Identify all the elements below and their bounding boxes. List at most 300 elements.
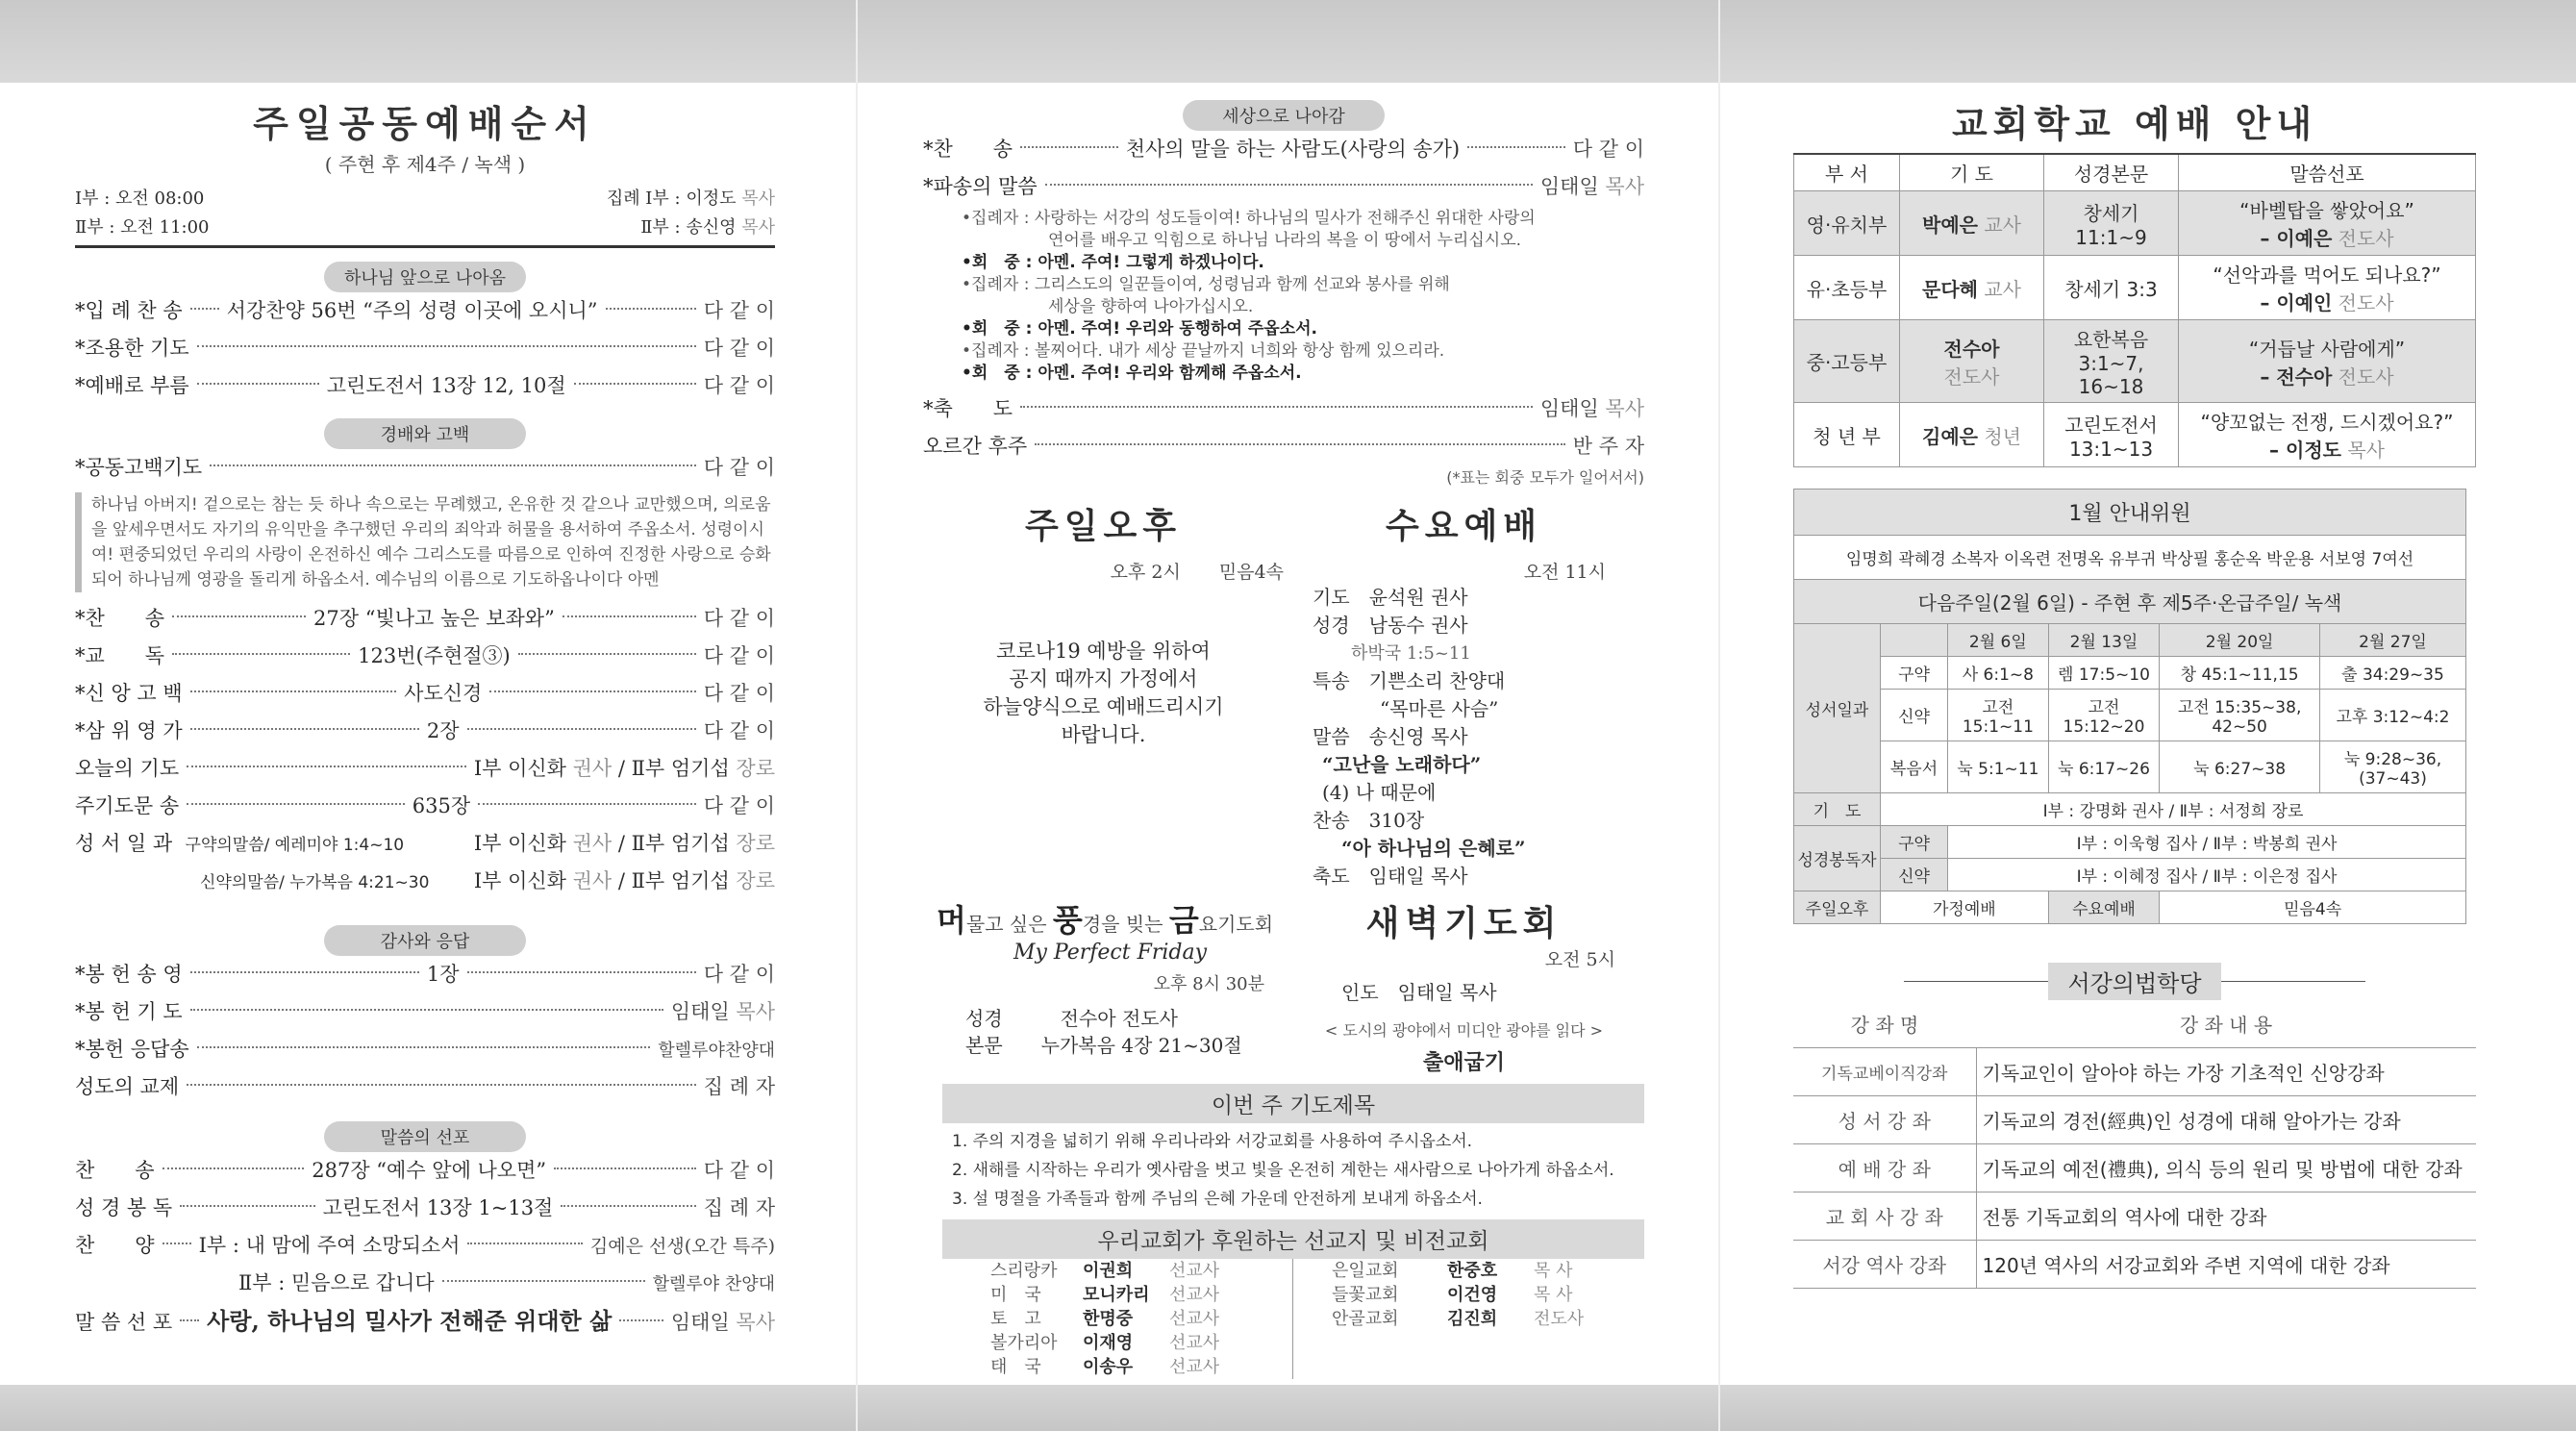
table-row	[1793, 1241, 2476, 1289]
order-item	[923, 428, 1644, 465]
leader-dots	[1045, 184, 1533, 186]
dawn-book: 출애굽기	[1422, 1050, 1505, 1075]
preacher-title: 전도사	[2338, 291, 2394, 314]
guide-names: 임명희 곽혜경 소복자 이옥련 전명옥 유부귀 박상필 홍순옥 박운용 서보영 7여선	[1794, 536, 2466, 580]
leader-dots	[518, 653, 696, 655]
leader-dots	[190, 971, 419, 973]
item-leader: 임태일	[1539, 397, 1599, 420]
friday-title-part: 물고 싶은	[965, 913, 1047, 936]
leader-dots	[489, 690, 695, 692]
order-item	[923, 168, 1644, 206]
service-2-time: Ⅱ부 : 오전 11:00	[75, 217, 210, 238]
church-name: 은일교회	[1332, 1261, 1399, 1281]
reading-cell: 눅 6:27~38	[2160, 741, 2320, 793]
item-leader: 다 같 이	[703, 682, 776, 705]
item-content: 서강찬양 56번 “주의 성령 이곳에 오시니”	[226, 299, 598, 322]
next-sunday-info: 다음주일(2월 6일) - 주현 후 제5주·온급주일/ 녹색	[1794, 580, 2466, 624]
item-title: 목사	[736, 1000, 775, 1023]
item-leader: 다 같 이	[703, 456, 775, 479]
sunday-pm-title: 주일오후	[1024, 506, 1183, 546]
program-line: 기도 윤석원 권사	[1313, 586, 1468, 609]
column-header: 기 도	[1900, 154, 2044, 191]
wednesday-program	[1284, 584, 1644, 891]
item-label: *예배로 부름	[75, 374, 189, 397]
item-label: 찬 양	[75, 1234, 155, 1257]
item-content: Ⅰ부 : 내 맘에 주여 소망되소서	[198, 1234, 461, 1257]
order-item	[75, 1068, 775, 1106]
reading-cell: 눅 9:28~36, (37~43)	[2319, 741, 2465, 793]
liturgy-line: 세상을 향하여 나아가십시오.	[1048, 297, 1254, 316]
reader-assignment: Ⅰ부 : 이혜정 집사 / Ⅱ부 : 이은정 집사	[1948, 859, 2466, 891]
item-content: 1장	[426, 963, 460, 986]
item-label: 찬 송	[75, 1159, 155, 1182]
mission-name: 이권희	[1083, 1261, 1134, 1281]
dawn-note: < 도시의 광야에서 미디안 광야를 읽다 >	[1324, 1021, 1604, 1040]
leader-dots	[163, 1243, 191, 1244]
preacher-title: 전도사	[2338, 364, 2394, 389]
item-content: / Ⅱ부 엄기섭	[617, 757, 730, 780]
program-line: 특송 기쁜소리 찬양대	[1313, 669, 1506, 692]
order-item	[75, 1227, 775, 1265]
item-content: 고린도전서 13장 12, 10절	[326, 374, 566, 397]
order-item	[75, 330, 775, 367]
item-content: Ⅰ부 이신화	[473, 757, 566, 780]
item-label: *신 앙 고 백	[75, 682, 183, 705]
column-header: 말씀선포	[2179, 154, 2476, 191]
table-row	[1794, 256, 2476, 320]
course-desc: 120년 역사의 서강교회와 주변 지역에 대한 강좌	[1976, 1241, 2476, 1289]
item-label: *입 례 찬 송	[75, 299, 183, 322]
missions-list	[942, 1259, 1644, 1379]
top-decor-band	[0, 0, 2576, 83]
order-item	[75, 638, 775, 675]
message-line: 공지 때까지 가정에서	[1009, 667, 1198, 690]
leader-name: 문다혜	[1922, 277, 1978, 301]
section-pill: 하나님 앞으로 나아옴	[324, 262, 526, 292]
mission-country: 태 국	[990, 1357, 1041, 1377]
order-item	[75, 863, 775, 900]
program-line: 찬송 310장	[1313, 809, 1425, 832]
liturgy-line: •집례자 : 사랑하는 서강의 성도들이여! 하나님의 밀사가 전해주신 위대한 사랑의	[962, 209, 1536, 228]
item-label: 오르간 후주	[923, 435, 1028, 458]
leader-dots	[442, 1280, 645, 1282]
item-label: 오늘의 기도	[75, 757, 180, 780]
mission-country: 볼가리아	[990, 1333, 1058, 1353]
item-content: 287장 “예수 앞에 나오면”	[312, 1159, 547, 1182]
leader-dots	[574, 383, 696, 385]
sunday-pm-message	[923, 638, 1284, 749]
prayer-topics-header: 이번 주 기도제목	[942, 1084, 1644, 1123]
item-leader: 할렐루야찬양대	[658, 1041, 775, 1061]
order-item	[75, 713, 775, 750]
church-school-table	[1793, 153, 2476, 467]
section-pill: 감사와 응답	[324, 925, 526, 956]
academy-header	[1793, 963, 2476, 1000]
leader-dots	[180, 1205, 314, 1207]
reading-cell: 고후 3:12~4:2	[2319, 690, 2465, 741]
liturgy-line: •회 중 : 아멘. 주여! 우리와 함께해 주옵소서.	[962, 364, 1302, 383]
testament-label: 구약	[1881, 826, 1948, 859]
dawn-title: 새벽기도회	[1365, 903, 1563, 943]
item-leader: 집 례 자	[703, 1075, 775, 1098]
item-title: 장로	[736, 869, 775, 892]
item-leader: 집 례 자	[703, 1196, 775, 1219]
scripture-cell: 요한복음 3:1~7, 16~18	[2044, 320, 2179, 403]
course-desc: 기독교의 예전(禮典), 의식 등의 원리 및 방법에 대한 강좌	[1976, 1144, 2476, 1192]
friday-title-part: 경을 빚는	[1082, 913, 1163, 936]
date-header: 2월 6일	[1948, 624, 2049, 657]
leader-dots	[1467, 146, 1565, 148]
item-leader: 다 같 이	[703, 644, 776, 667]
table-row	[1793, 1144, 2476, 1192]
pastor-name: 김진희	[1447, 1309, 1498, 1329]
worship-order-column	[75, 83, 775, 1385]
leader-title: 교사	[1984, 277, 2021, 301]
order-item	[75, 675, 775, 713]
leader-dots	[172, 615, 306, 617]
course-desc: 기독교인이 알아야 하는 가장 기초적인 신앙강좌	[1976, 1048, 2476, 1096]
testament-label: 신약	[1881, 859, 1948, 891]
item-leader: 할렐루야 찬양대	[652, 1274, 775, 1294]
service-times	[75, 185, 775, 242]
dept-cell: 청 년 부	[1794, 403, 1900, 467]
mission-title: 선교사	[1169, 1285, 1220, 1305]
guide-title: 1월 안내위원	[1794, 490, 2466, 536]
confession-prayer-text: 하나님 아버지! 겉으로는 참는 듯 하나 속으로는 무례했고, 온유한 것 같으나 교만했으며, 의로움을 앞세우면서도 자기의 유익만을 추구했던 우리의 죄악과 허물을 용서하여 주옵소서. 성령이시여! 편중되었던 우리의 사랑이 온전하신 예수 그리스도를 따름으로 인하여 진정한 사랑으로 승화되어 하나님께 영광을 돌리게 하옵소서. 예수님의 이름으로 기도하옵나이다 아멘	[75, 492, 775, 592]
leader-dots	[187, 1084, 696, 1086]
order-item	[75, 750, 775, 788]
order-item	[75, 956, 775, 993]
item-content: / Ⅱ부 엄기섭	[617, 832, 730, 855]
item-label: *봉 헌 기 도	[75, 1000, 183, 1023]
item-label: *교 독	[75, 644, 165, 667]
officiant-1-title: 목사	[741, 188, 775, 209]
friday-scripture-reader: 성경 전수아 전도사	[965, 1007, 1178, 1030]
program-line: 성경 남동수 권사	[1313, 614, 1468, 637]
home-worship: 가정예배	[1881, 891, 2049, 924]
date-header: 2월 20일	[2160, 624, 2320, 657]
leader-title: 청년	[1984, 424, 2021, 448]
item-leader: 임태일	[670, 1311, 730, 1334]
column-header: 강 좌 명	[1793, 1000, 1976, 1048]
friday-title-part: 요기도회	[1198, 913, 1274, 936]
leader-dots	[467, 728, 696, 730]
prayer-assignments: Ⅰ부 : 강명화 권사 / Ⅱ부 : 서정희 장로	[1881, 793, 2466, 826]
dept-cell: 유·초등부	[1794, 256, 1900, 320]
preacher-title: 전도사	[2338, 227, 2394, 250]
item-passage: 신약의말씀/ 누가복음 4:21~30	[200, 873, 430, 892]
order-item	[75, 1031, 775, 1068]
leader-dots	[197, 1046, 651, 1048]
table-row	[1794, 403, 2476, 467]
fold-line	[1718, 0, 1720, 1431]
bottom-decor-band	[0, 1385, 2576, 1431]
leader-dots	[172, 653, 350, 655]
missionaries-list	[942, 1259, 1293, 1379]
order-item	[923, 390, 1644, 428]
standing-note: (*표는 회중 모두가 일어서서)	[1446, 468, 1644, 487]
item-title: 장로	[736, 832, 775, 855]
leader-dots	[561, 1205, 695, 1207]
item-leader: 다 같 이	[703, 794, 776, 817]
reading-cell: 고전 15:35~38, 42~50	[2160, 690, 2320, 741]
item-title: 목사	[1605, 175, 1644, 198]
order-item	[75, 1302, 775, 1340]
church-school-title: 교회학교 예배 안내	[1951, 102, 2318, 145]
church-name: 들꽃교회	[1332, 1285, 1399, 1305]
item-label: *조용한 기도	[75, 337, 189, 360]
liturgy-line: •회 중 : 아멘. 주여! 그렇게 하겠나이다.	[962, 253, 1264, 272]
leader-dots	[197, 345, 696, 347]
reading-cell: 고전 15:1~11	[1948, 690, 2049, 741]
order-item	[75, 788, 775, 825]
item-label: *축 도	[923, 397, 1013, 420]
sermon-title-cell: “거듭날 사람에게”	[2248, 337, 2406, 361]
pastor-name: 이건영	[1447, 1285, 1498, 1305]
dept-cell: 영·유치부	[1794, 191, 1900, 256]
testament-label: 구약	[1881, 657, 1948, 690]
item-content: / Ⅱ부 엄기섭	[617, 869, 730, 892]
course-desc: 전통 기독교회의 역사에 대한 강좌	[1976, 1192, 2476, 1241]
order-item	[75, 367, 775, 405]
item-title: 권사	[572, 869, 613, 892]
date-header: 2월 13일	[2048, 624, 2160, 657]
program-line: “목마른 사슴”	[1380, 697, 1499, 720]
leader-name: 김예은	[1922, 424, 1978, 448]
item-title: 권사	[572, 757, 613, 780]
page-subtitle: ( 주현 후 제4주 / 녹색 )	[324, 153, 526, 176]
leader-dots	[190, 1009, 663, 1011]
reading-cell: 출 34:29~35	[2319, 657, 2465, 690]
page-title: 주일공동예배순서	[253, 102, 597, 145]
item-leader: 다 같 이	[703, 374, 776, 397]
vision-churches-list	[1293, 1259, 1644, 1379]
preacher-name: – 이예은	[2260, 227, 2333, 250]
academy-table	[1793, 1000, 2476, 1289]
leader-dots	[606, 308, 696, 310]
reader-label: 성경봉독자	[1794, 826, 1881, 891]
item-passage: 구약의말씀/ 예레미야 1:4~10	[185, 836, 405, 855]
mission-title: 선교사	[1169, 1333, 1220, 1353]
order-item	[75, 1152, 775, 1190]
friday-title-char: 풍	[1052, 902, 1083, 939]
leader-dots	[478, 803, 696, 805]
sermon-title-cell: “바벨탑을 쌓았어요”	[2239, 199, 2414, 222]
prayer-label: 기 도	[1794, 793, 1881, 826]
item-title: 목사	[1605, 397, 1644, 420]
friday-scripture-text: 본문 누가복음 4장 21~30절	[965, 1034, 1242, 1057]
mission-name: 이송우	[1083, 1357, 1134, 1377]
table-row	[1794, 690, 2466, 741]
item-leader: 다 같 이	[703, 719, 776, 742]
item-content: Ⅱ부 : 믿음으로 갑니다	[238, 1271, 435, 1294]
item-leader: 반 주 자	[1572, 435, 1644, 458]
item-label: *찬 송	[923, 138, 1013, 161]
item-leader: 다 같 이	[1572, 138, 1644, 161]
item-label: 성 서 일 과	[75, 832, 173, 855]
item-title: 장로	[736, 757, 775, 780]
item-leader: 다 같 이	[703, 607, 775, 630]
pastor-title: 목 사	[1534, 1285, 1573, 1305]
scripture-cell: 창세기 3:3	[2044, 256, 2179, 320]
leader-dots	[1020, 406, 1533, 408]
pastor-title: 목 사	[1534, 1261, 1573, 1281]
preacher-name: – 이예인	[2260, 291, 2333, 314]
reading-cell: 렘 17:5~10	[2048, 657, 2160, 690]
sending-liturgy	[923, 208, 1644, 385]
preacher-name: – 이정도	[2269, 439, 2341, 462]
table-row	[1793, 1048, 2476, 1096]
sunday-afternoon-block	[923, 499, 1284, 891]
officiant-2-title: 목사	[741, 217, 775, 238]
mission-country: 미 국	[990, 1285, 1041, 1305]
friday-subtitle: My Perfect Friday	[1013, 941, 1208, 965]
reading-cell: 고전 15:12~20	[2048, 690, 2160, 741]
program-line: “고난을 노래하다”	[1322, 753, 1482, 776]
item-content: Ⅰ부 이신화	[473, 869, 566, 892]
table-row	[1794, 741, 2466, 793]
item-label: *공동고백기도	[75, 456, 203, 479]
prayer-topic: 2. 새해를 시작하는 우리가 옛사람을 벗고 빛을 온전히 계한는 새사람으로 나아가게 하옵소서.	[952, 1161, 1614, 1180]
course-name: 교 회 사 강 좌	[1793, 1192, 1976, 1241]
leader-dots	[467, 1243, 582, 1244]
item-content: 635장	[412, 794, 471, 817]
leader-dots	[163, 1167, 305, 1169]
leader-title: 교사	[1984, 213, 2021, 237]
program-line: 하박국 1:5~11	[1351, 643, 1471, 664]
table-row	[1794, 320, 2476, 403]
section-pill: 말씀의 선포	[324, 1121, 526, 1152]
academy-title: 서강의법학당	[2048, 963, 2220, 1000]
order-item	[75, 292, 775, 330]
item-leader: 임태일	[1539, 175, 1599, 198]
item-title: 권사	[572, 832, 613, 855]
mission-name: 이재영	[1083, 1333, 1134, 1353]
message-line: 코로나19 예방을 위하여	[996, 640, 1211, 663]
order-item	[75, 993, 775, 1031]
program-line: “아 하나님의 은혜로”	[1341, 837, 1526, 860]
mission-title: 선교사	[1169, 1357, 1220, 1377]
order-item	[923, 131, 1644, 168]
item-label: 주기도문 송	[75, 794, 180, 817]
faith-group: 믿음4속	[2160, 891, 2466, 924]
item-label: 말 씀 선 포	[75, 1311, 173, 1334]
program-line: 말씀 송신영 목사	[1313, 725, 1468, 748]
mission-country: 토 고	[990, 1309, 1041, 1329]
scripture-cell: 창세기 11:1~9	[2044, 191, 2179, 256]
friday-title-char: 머	[937, 902, 966, 939]
reading-cell: 눅 6:17~26	[2048, 741, 2160, 793]
testament-label: 복음서	[1881, 741, 1948, 793]
fold-line	[856, 0, 858, 1431]
table-row	[1793, 1192, 2476, 1241]
leader-name: 박예은	[1922, 213, 1978, 237]
leader-dots	[563, 615, 696, 617]
course-name: 기독교베이직강좌	[1793, 1048, 1976, 1096]
column-header: 강 좌 내 용	[1976, 1000, 2476, 1048]
church-school-column	[1793, 83, 2476, 1385]
leader-dots	[467, 971, 696, 973]
prayer-topic: 1. 주의 지경을 넓히기 위해 우리나라와 서강교회를 사용하여 주시옵소서.	[952, 1132, 1473, 1151]
lectionary-label: 성서일과	[1794, 624, 1881, 793]
sermon-title: 사랑, 하나님의 밀사가 전해준 위대한 삶	[207, 1307, 613, 1335]
scripture-cell: 고린도전서 13:1~13	[2044, 403, 2179, 467]
date-header: 2월 27일	[2319, 624, 2465, 657]
reader-assignment: Ⅰ부 : 이욱형 집사 / Ⅱ부 : 박봉희 권사	[1948, 826, 2466, 859]
friday-title-char: 금	[1168, 902, 1199, 939]
reading-cell: 눅 5:1~11	[1948, 741, 2049, 793]
leader-dots	[1035, 443, 1565, 445]
item-content: Ⅰ부 이신화	[473, 832, 566, 855]
leader-dots	[1020, 146, 1118, 148]
leader-dots	[210, 464, 696, 466]
dept-cell: 중·고등부	[1794, 320, 1900, 403]
program-line: 축도 임태일 목사	[1313, 865, 1468, 888]
dawn-time: 오전 5시	[1544, 949, 1615, 970]
course-desc: 기독교의 경전(經典)인 성경에 대해 알아가는 강좌	[1976, 1096, 2476, 1144]
leader-dots	[197, 383, 319, 385]
order-item	[75, 1190, 775, 1227]
item-content: 2장	[426, 719, 460, 742]
item-content: 천사의 말을 하는 사람도(사랑의 송가)	[1125, 138, 1461, 161]
sermon-title-cell: “선악과를 먹어도 되나요?”	[2213, 264, 2441, 287]
order-item	[75, 600, 775, 638]
table-row	[1794, 191, 2476, 256]
liturgy-line: 연어를 배우고 익힘으로 하나님 나라의 복을 이 땅에서 누리십시오.	[1048, 231, 1522, 250]
leader-dots	[180, 1319, 199, 1321]
pastor-title: 전도사	[1534, 1309, 1585, 1329]
pastor-name: 한중호	[1447, 1261, 1498, 1281]
church-name: 안골교회	[1332, 1309, 1399, 1329]
leader-dots	[190, 728, 419, 730]
officiant-1: 집례 Ⅰ부 : 이정도	[606, 188, 737, 209]
section-pill: 세상으로 나아감	[1183, 100, 1385, 131]
item-label: 성 경 봉 독	[75, 1196, 173, 1219]
service-guide-table	[1793, 489, 2466, 924]
dawn-prayer-block	[1284, 896, 1644, 1076]
item-label: *찬 송	[75, 607, 165, 630]
item-content: 27장 “빛나고 높은 보좌와”	[313, 607, 555, 630]
item-content: 사도신경	[404, 682, 483, 705]
liturgy-line: •회 중 : 아멘. 주여! 우리와 동행하여 주옵소서.	[962, 319, 1318, 339]
mission-name: 모니카리	[1083, 1285, 1150, 1305]
mission-country: 스리랑카	[990, 1261, 1058, 1281]
item-leader: 임태일	[670, 1000, 730, 1023]
leader-dots	[190, 308, 219, 310]
order-item	[75, 1265, 775, 1302]
item-label: *삼 위 영 가	[75, 719, 183, 742]
item-leader: 다 같 이	[703, 963, 776, 986]
divider	[75, 242, 775, 248]
item-label: *봉헌 응답송	[75, 1038, 189, 1061]
item-leader: 다 같 이	[703, 337, 775, 360]
leader-dots	[554, 1167, 696, 1169]
sunday-pm-label: 주일오후	[1794, 891, 1881, 924]
liturgy-line: •집례자 : 볼찌어다. 내가 세상 끝날까지 너희와 항상 함께 있으리라.	[962, 341, 1445, 361]
service-1-time: Ⅰ부 : 오전 08:00	[75, 188, 205, 209]
prayer-meetings	[923, 896, 1644, 1076]
leader-title: 전도사	[1943, 364, 2000, 389]
column-header: 부 서	[1794, 154, 1900, 191]
item-content: 123번(주현절③)	[358, 644, 511, 667]
message-line: 하늘양식으로 예배드리시기	[983, 695, 1224, 718]
item-label: *봉 헌 송 영	[75, 963, 183, 986]
order-item	[75, 449, 775, 487]
officiant-2: Ⅱ부 : 송신영	[640, 217, 737, 238]
leader-dots	[187, 803, 405, 805]
leader-name: 전수아	[1943, 337, 2000, 361]
wednesday-time: 오전 11시	[1523, 562, 1606, 583]
